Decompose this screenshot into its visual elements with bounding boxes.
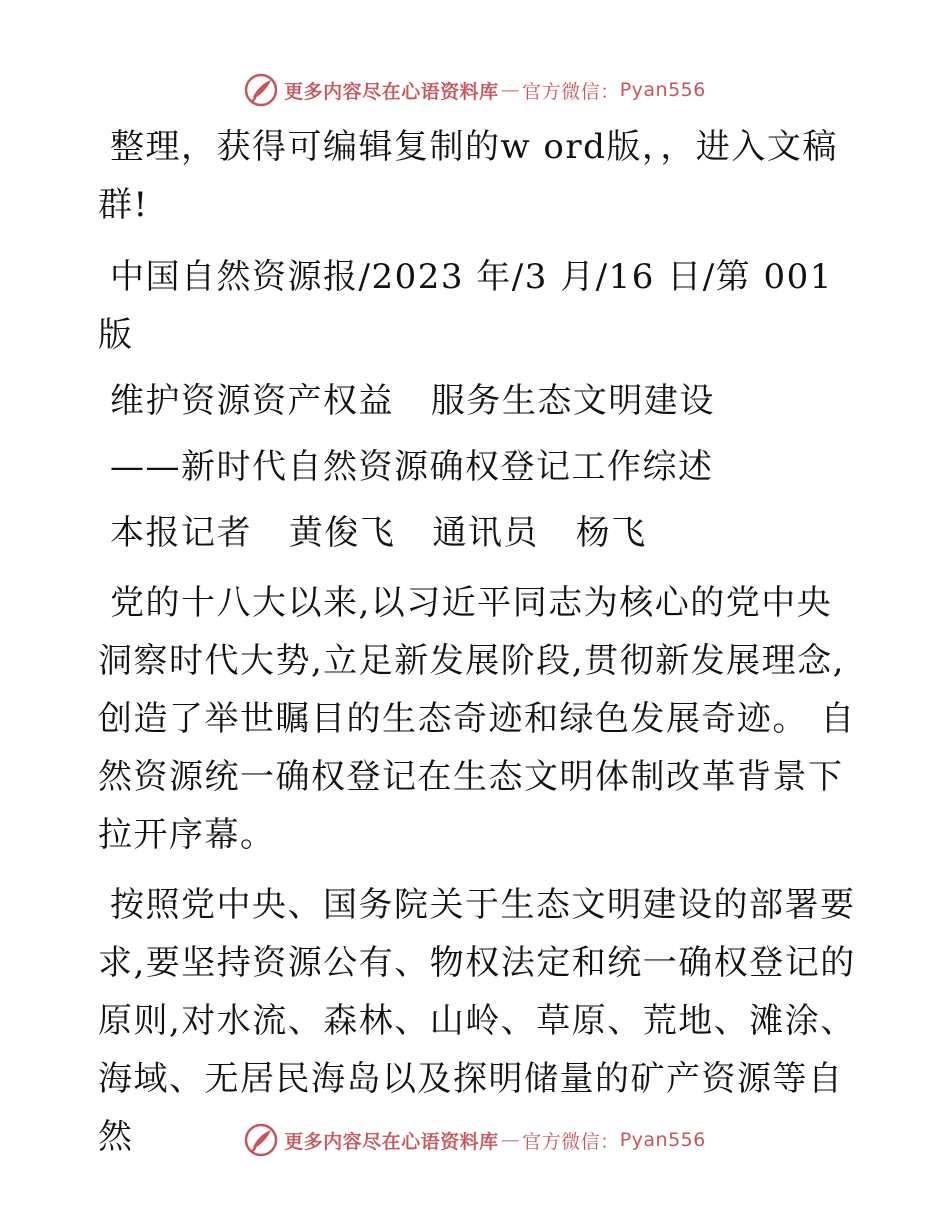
body-paragraph-1: 党的十八大以来,以习近平同志为核心的党中央洞察时代大势,立足新发展阶段,贯彻新发展理念,创造了举世瞩目的生态奇迹和绿色发展奇迹。 自然资源统一确权登记在生态文明体制改革背景下拉开序幕。: [98, 583, 856, 855]
article-subtitle: ——新时代自然资源确权登记工作综述: [110, 447, 714, 487]
red-quill-logo-icon: [244, 73, 278, 107]
red-quill-logo-icon: [244, 1123, 278, 1157]
source-line: 中国自然资源报/2023 年/3 月/16 日/第 001 版: [98, 257, 833, 355]
watermark-wechat-id: Pyan556: [619, 79, 706, 101]
watermark-main-text: 更多内容尽在心语资料库: [284, 1130, 499, 1153]
watermark-separator: —: [500, 79, 521, 101]
watermark-main-text: 更多内容尽在心语资料库: [284, 80, 499, 103]
watermark-label: 官方微信：: [522, 80, 620, 103]
watermark-header: [0, 68, 950, 112]
watermark-label: 官方微信：: [522, 1130, 620, 1153]
watermark-wechat-id: Pyan556: [619, 1129, 706, 1151]
document-body: [98, 118, 858, 1166]
watermark-separator: —: [500, 1129, 521, 1151]
watermark-footer: [0, 1118, 950, 1162]
article-title: 维护资源资产权益 服务生态文明建设: [110, 381, 715, 421]
intro-text: 整理，获得可编辑复制的w ord版，，进入文稿群!: [98, 127, 838, 225]
article-byline: 本报记者 黄俊飞 通讯员 杨飞: [110, 513, 647, 553]
body-paragraph-2: 按照党中央、国务院关于生态文明建设的部署要求,要坚持资源公有、物权法定和统一确权登记的原则,对水流、森林、山岭、草原、荒地、滩涂、海域、无居民海岛以及探明储量的矿产资源等自然: [98, 885, 856, 1157]
